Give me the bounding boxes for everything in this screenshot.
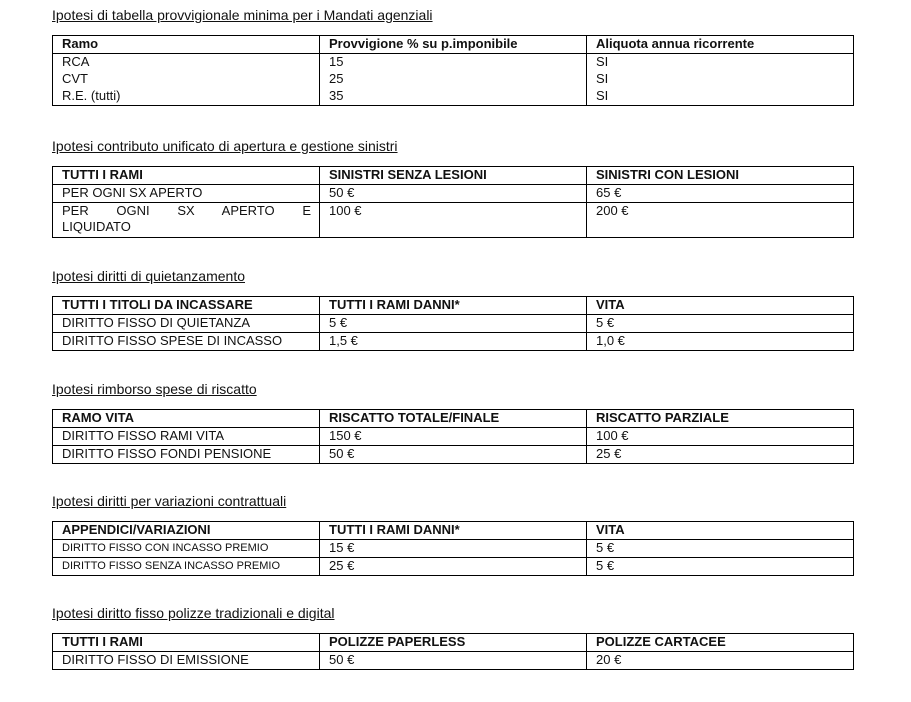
- section-title: Ipotesi di tabella provvigionale minima per i Mandati agenziali: [52, 7, 433, 23]
- column-header: SINISTRI SENZA LESIONI: [320, 167, 587, 185]
- section-title: Ipotesi rimborso spese di riscatto: [52, 381, 257, 397]
- table-cell: DIRITTO FISSO FONDI PENSIONE: [53, 446, 320, 464]
- table-cell: R.E. (tutti): [53, 88, 320, 106]
- column-header: POLIZZE CARTACEE: [587, 634, 854, 652]
- section-title: Ipotesi contributo unificato di apertura e gestione sinistri: [52, 138, 398, 154]
- table-cell: 5 €: [587, 540, 854, 558]
- column-header: Aliquota annua ricorrente: [587, 36, 854, 54]
- section-title: Ipotesi diritti di quietanzamento: [52, 268, 245, 284]
- provvigioni-table: [52, 35, 854, 106]
- polizze-table: [52, 633, 854, 670]
- table-cell: PER OGNI SX APERTO E LIQUIDATO: [53, 203, 320, 238]
- table-row: [53, 446, 854, 464]
- section-variazioni-contrattuali: [52, 493, 853, 576]
- column-header: TUTTI I RAMI: [53, 167, 320, 185]
- quietanzamento-table: [52, 296, 854, 351]
- section-title: Ipotesi diritti per variazioni contrattuali: [52, 493, 287, 509]
- section-title: Ipotesi diritto fisso polizze tradizionali e digital: [52, 605, 335, 621]
- table-row: [53, 652, 854, 670]
- table-cell: 100 €: [320, 203, 587, 238]
- table-cell: DIRITTO FISSO SPESE DI INCASSO: [53, 333, 320, 351]
- column-header: Provvigione % su p.imponibile: [320, 36, 587, 54]
- column-header: VITA: [587, 522, 854, 540]
- table-cell: 20 €: [587, 652, 854, 670]
- table-cell: 50 €: [320, 185, 587, 203]
- section-quietanzamento: [52, 268, 853, 351]
- table-row: [53, 428, 854, 446]
- table-cell: CVT: [53, 71, 320, 88]
- table-header-row: [53, 522, 854, 540]
- table-cell: 25 €: [587, 446, 854, 464]
- table-cell: PER OGNI SX APERTO: [53, 185, 320, 203]
- table-row: [53, 333, 854, 351]
- table-cell: 200 €: [587, 203, 854, 238]
- column-header: APPENDICI/VARIAZIONI: [53, 522, 320, 540]
- table-cell: DIRITTO FISSO SENZA INCASSO PREMIO: [53, 558, 320, 576]
- table-cell: DIRITTO FISSO CON INCASSO PREMIO: [53, 540, 320, 558]
- table-row: [53, 315, 854, 333]
- table-cell: 65 €: [587, 185, 854, 203]
- table-cell: 15 €: [320, 540, 587, 558]
- column-header: TUTTI I RAMI DANNI*: [320, 297, 587, 315]
- table-row: [53, 558, 854, 576]
- column-header: Ramo: [53, 36, 320, 54]
- section-polizze-digital: [52, 605, 853, 670]
- section-contributo-sinistri: [52, 138, 853, 238]
- column-header: SINISTRI CON LESIONI: [587, 167, 854, 185]
- variazioni-table: [52, 521, 854, 576]
- table-cell: SI: [587, 88, 854, 106]
- table-cell: 50 €: [320, 652, 587, 670]
- table-cell: 100 €: [587, 428, 854, 446]
- table-header-row: [53, 297, 854, 315]
- table-cell: SI: [587, 71, 854, 88]
- column-header: VITA: [587, 297, 854, 315]
- column-header: POLIZZE PAPERLESS: [320, 634, 587, 652]
- section-rimborso-riscatto: [52, 381, 853, 464]
- table-header-row: [53, 167, 854, 185]
- table-cell: 35: [320, 88, 587, 106]
- table-header-row: [53, 634, 854, 652]
- table-cell: 25 €: [320, 558, 587, 576]
- table-cell: 5 €: [320, 315, 587, 333]
- table-header-row: [53, 410, 854, 428]
- rimborso-riscatto-table: [52, 409, 854, 464]
- section-provvigioni: [52, 7, 853, 106]
- column-header: TUTTI I RAMI DANNI*: [320, 522, 587, 540]
- table-row: [53, 540, 854, 558]
- column-header: RAMO VITA: [53, 410, 320, 428]
- table-row: [53, 203, 854, 238]
- table-cell: DIRITTO FISSO DI QUIETANZA: [53, 315, 320, 333]
- table-header-row: [53, 36, 854, 54]
- table-cell: 15: [320, 54, 587, 72]
- column-header: RISCATTO PARZIALE: [587, 410, 854, 428]
- table-cell: 150 €: [320, 428, 587, 446]
- contributo-sinistri-table: [52, 166, 854, 238]
- column-header: TUTTI I TITOLI DA INCASSARE: [53, 297, 320, 315]
- column-header: TUTTI I RAMI: [53, 634, 320, 652]
- table-cell: 5 €: [587, 558, 854, 576]
- table-cell: DIRITTO FISSO DI EMISSIONE: [53, 652, 320, 670]
- table-row: [53, 88, 854, 106]
- table-cell: 25: [320, 71, 587, 88]
- column-header: RISCATTO TOTALE/FINALE: [320, 410, 587, 428]
- table-row: [53, 54, 854, 72]
- table-cell: DIRITTO FISSO RAMI VITA: [53, 428, 320, 446]
- table-cell: SI: [587, 54, 854, 72]
- table-cell: 5 €: [587, 315, 854, 333]
- table-row: [53, 71, 854, 88]
- table-cell: RCA: [53, 54, 320, 72]
- table-cell: 1,5 €: [320, 333, 587, 351]
- table-cell: 1,0 €: [587, 333, 854, 351]
- table-row: [53, 185, 854, 203]
- table-cell: 50 €: [320, 446, 587, 464]
